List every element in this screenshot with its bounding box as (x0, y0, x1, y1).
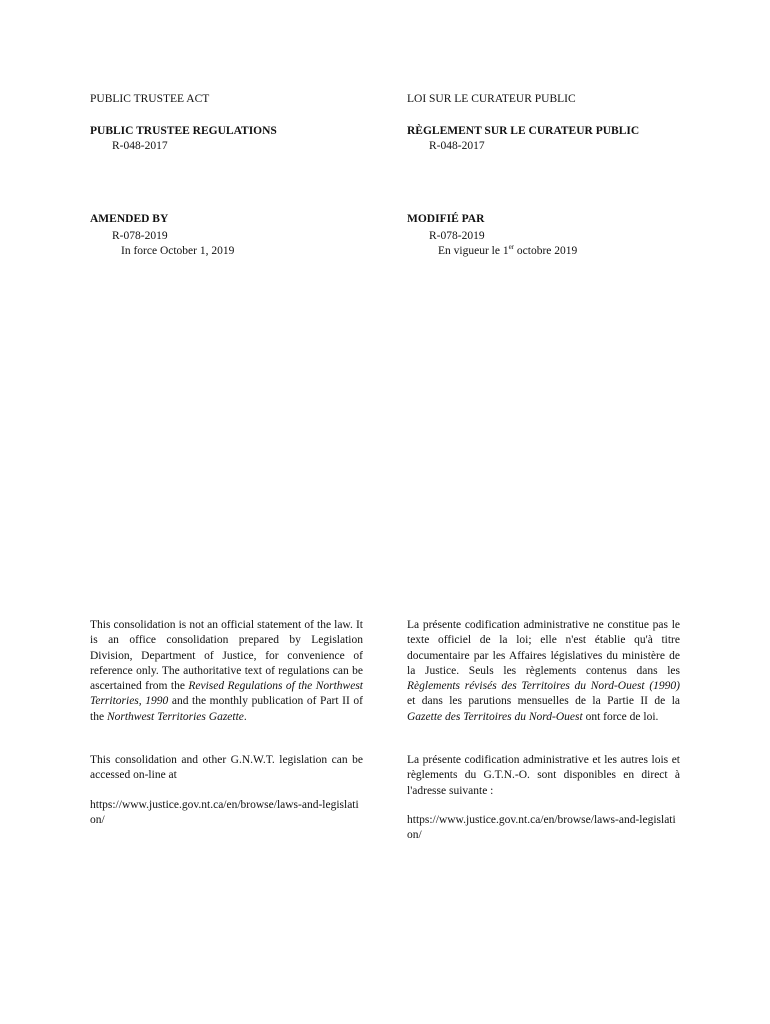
act-title: PUBLIC TRUSTEE ACT (90, 93, 210, 105)
online-access-text: This consolidation and other G.N.W.T. legislation can be accessed on-line at (90, 754, 363, 782)
consolidation-text-2: and the monthly publication of Part II of the (90, 695, 363, 723)
consolidation-text-3-fr: ont force de loi. (582, 710, 659, 723)
regulations-title-fr: RÈGLEMENT SUR LE CURATEUR PUBLIC (407, 125, 640, 137)
gazette-title: Northwest Territories Gazette (106, 710, 244, 723)
consolidation-text-1: This consolidation is not an official statement of the law. It is an office consolidation prepared by Legislation Division, Department of Justice, for convenience of reference only. The authoritative text of regulations can be ascertained from the (90, 619, 363, 693)
amendment-number: R-078-2019 (112, 230, 168, 242)
in-force-date-fr (407, 244, 577, 259)
legislation-url-fr[interactable]: https://www.justice.gov.nt.ca/en/browse/laws-and-legislation/ (407, 814, 676, 842)
revised-regulations-title-fr: Règlements révisés des Territoires du Nord-Ouest (1990) (407, 680, 680, 693)
amended-by-heading: AMENDED BY (90, 213, 169, 225)
ordinal-superscript: er (508, 243, 515, 252)
consolidation-notice (90, 618, 363, 725)
act-title-fr: LOI SUR LE CURATEUR PUBLIC (407, 93, 576, 105)
consolidation-text-1-fr: La présente codification administrative ne constitue pas le texte officiel de la loi; elle n'est établie qu'à titre documentaire par les Affaires législatives du ministère de la Justice. Seuls les règlements contenus dans les (407, 619, 680, 677)
regulation-number-fr: R-048-2017 (429, 140, 485, 152)
consolidation-text-3: . (243, 710, 247, 723)
in-force-month-fr: octobre 2019 (514, 245, 578, 257)
regulation-number: R-048-2017 (112, 140, 168, 152)
consolidation-notice-fr (407, 618, 680, 725)
consolidation-text-2-fr: et dans les parutions mensuelles de la Partie II de la (407, 695, 680, 708)
legislation-url[interactable]: https://www.justice.gov.nt.ca/en/browse/laws-and-legislation/ (90, 799, 359, 827)
revised-regulations-title: Revised Regulations of the Northwest Territories, 1990 (90, 680, 363, 708)
in-force-date: In force October 1, 2019 (121, 245, 235, 257)
regulations-title: PUBLIC TRUSTEE REGULATIONS (90, 125, 277, 137)
amended-by-heading-fr: MODIFIÉ PAR (407, 213, 485, 225)
gazette-title-fr: Gazette des Territoires du Nord-Ouest (407, 710, 583, 723)
in-force-text-fr: En vigueur le 1 (438, 245, 509, 257)
online-access-text-fr: La présente codification administrative et les autres lois et règlements du G.T.N.-O. sont disponibles en direct à l'adresse suivante : (407, 754, 680, 797)
amendment-number-fr: R-078-2019 (429, 230, 485, 242)
